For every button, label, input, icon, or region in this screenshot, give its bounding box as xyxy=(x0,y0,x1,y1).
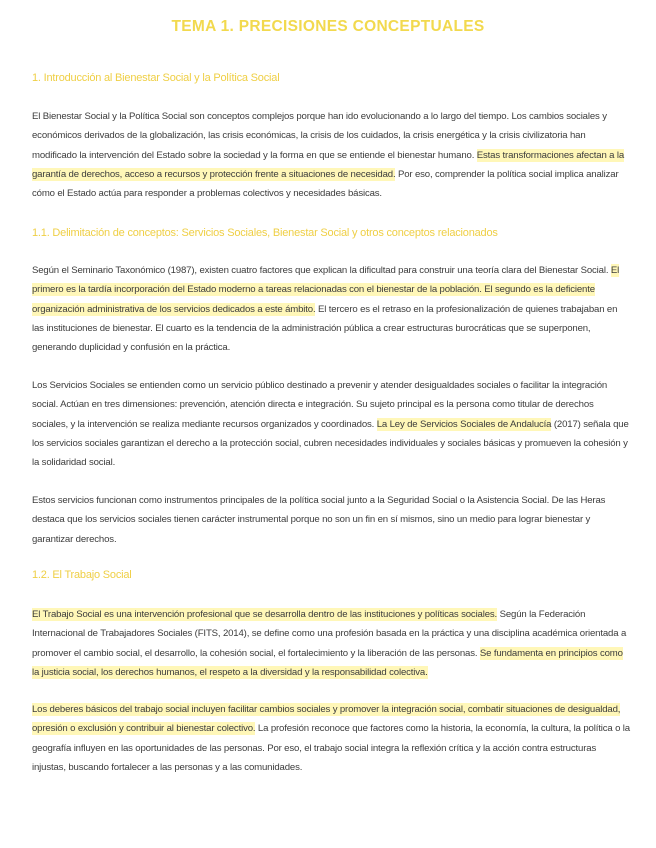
text-run: Por eso, comprender la política social implica analizar cómo el Estado actúa para responder a problemas colectivos y necesidades básicas. xyxy=(32,168,619,200)
paragraph-duties xyxy=(32,700,630,777)
text-run: La profesión reconoce que factores como la historia, la economía, la cultura, la política o la geografía influyen en las oportunidades de las personas. Por eso, el trabajo social integra la reflexión crítica y la acción contra estructuras injustas, buscando fortalecer a las personas y a las comunidades. xyxy=(32,723,630,773)
highlighted-text: El primero es la tardía incorporación del Estado moderno a tareas relacionadas con el bienestar de la población. El segundo es la deficiente organización administrativa de los servicios dedicados a este ámbito. xyxy=(32,265,620,315)
paragraph-intro xyxy=(32,107,630,203)
text-run: Los Servicios Sociales se entienden como un servicio público destinado a prevenir y atender desigualdades sociales o facilitar la integración social. Actúan en tres dimensiones: prevención, atención directa e integración. Su sujeto principal es la persona como titular de derechos sociales, y la intervención se realiza mediante recursos organizados y coordinados. xyxy=(32,380,608,430)
paragraph-social-work xyxy=(32,605,630,682)
highlighted-text: Estas transformaciones afectan a la garantía de derechos, acceso a recursos y protección frente a situaciones de necesidad. xyxy=(32,149,625,180)
paragraph-social-services xyxy=(32,376,630,472)
highlighted-text: La Ley de Servicios Sociales de Andalucía xyxy=(376,418,552,430)
page-title: TEMA 1. PRECISIONES CONCEPTUALES xyxy=(171,18,485,35)
highlighted-text: El Trabajo Social es una intervención profesional que se desarrolla dentro de las instituciones y políticas sociales. xyxy=(32,609,498,620)
text-run: El Bienestar Social y la Política Social son conceptos complejos porque han ido evolucionando a lo largo del tiempo. Los cambios sociales y económicos derivados de la globalización, las crisis económicas, la crisis de los cuidados, la crisis energética y la crisis civilizatoria han modificado la intervención del Estado sobre la sociedad y la forma en que se entiende el bienestar humano. xyxy=(32,111,607,161)
paragraph-instruments: Estos servicios funcionan como instrumentos principales de la política social junto a la Seguridad Social o la Asistencia Social. De las Heras destaca que los servicios sociales tienen carácter instrumental porque no son un fin en sí mismos, sino un medio para lograr bienestar y garantizar derechos. xyxy=(32,495,606,545)
highlighted-text: Los deberes básicos del trabajo social incluyen facilitar cambios sociales y promover la integración social, combatir situaciones de desigualdad, opresión o exclusión y contribuir al bienestar colectivo. xyxy=(32,704,621,735)
section-heading-1-1: 1.1. Delimitación de conceptos: Servicios Sociales, Bienestar Social y otros conceptos relacionados xyxy=(32,227,498,239)
highlighted-text: Se fundamenta en principios como la justicia social, los derechos humanos, el respeto a la diversidad y la responsabilidad colectiva. xyxy=(32,647,623,678)
text-run: El tercero es el retraso en la profesionalización de quienes trabajaban en las instituciones de bienestar. El cuarto es la tendencia de la administración pública a crear estructuras burocráticas que se superponen, generando duplicidad y confusión en la práctica. xyxy=(32,303,618,354)
section-heading-1: 1. Introducción al Bienestar Social y la Política Social xyxy=(32,72,280,84)
text-run: (2017) señala que los servicios sociales garantizan el derecho a la protección social, cubren necesidades individuales y sociales básicas y promueven la cohesión y la solidaridad social. xyxy=(32,418,629,469)
text-run: Según el Seminario Taxonómico (1987), existen cuatro factores que explican la dificultad para construir una teoría clara del Bienestar Social. xyxy=(32,265,611,276)
section-heading-1-2: 1.2. El Trabajo Social xyxy=(32,569,132,581)
paragraph-taxonomic-seminar xyxy=(32,261,630,357)
text-run: Según la Federación Internacional de Trabajadores Sociales (FITS, 2014), se define como una profesión basada en la práctica y una disciplina académica orientada a promover el cambio social, el desarrollo, la cohesión social, el fortalecimiento y la liberación de las personas. xyxy=(32,609,627,659)
